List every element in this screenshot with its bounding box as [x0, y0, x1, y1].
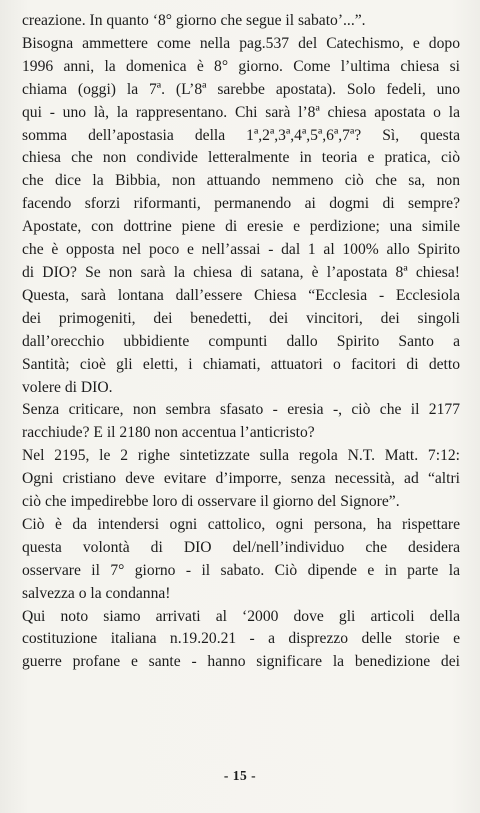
text-line: dei primogeniti, dei benedetti, dei vincitori, dei singoli	[22, 309, 460, 327]
text-line: Questa, sarà lontana dall’essere Chiesa “Ecclesia - Ecclesiola	[22, 286, 460, 304]
text-line: che dice la Bibbia, non attuando nemmeno ciò che sa, non	[22, 172, 460, 190]
text-line: Nel 2195, le 2 righe sintetizzate sulla regola N.T. Matt. 7:12:	[22, 447, 460, 465]
page-number: - 15 -	[223, 768, 257, 783]
text-line: Ciò è da intendersi ogni cattolico, ogni persona, ha rispettare	[22, 515, 460, 533]
text-line: facendo sforzi riformanti, permanendo ai dogmi di sempre?	[22, 195, 460, 213]
text-line: salvezza o la condanna!	[22, 584, 171, 602]
text-line: volere di DIO.	[22, 378, 113, 396]
text-line: qui - uno là, la rappresentano. Chi sarà l’8ª chiesa apostata o la	[22, 103, 460, 121]
text-line: di DIO? Se non sarà la chiesa di satana, è l’apostata 8ª chiesa!	[22, 263, 460, 281]
text-line: osservare il 7° giorno - il sabato. Ciò dipende e in parte la	[22, 561, 460, 579]
text-line: chiesa che non condivide letteralmente in teoria e pratica, ciò	[22, 149, 460, 167]
text-line: dall’orecchio ubbidiente compunti dallo Spirito Santo a	[22, 332, 460, 350]
text-line: Senza criticare, non sembra sfasato - eresia -, ciò che il 2177	[22, 401, 460, 419]
text-line: Santità; cioè gli eletti, i chiamati, attuatori o facitori di detto	[22, 355, 460, 373]
text-line: Qui noto siamo arrivati al ‘2000 dove gli articoli della	[22, 607, 460, 625]
text-line: 1996 anni, la domenica è 8° giorno. Come l’ultima chiesa si	[22, 57, 460, 75]
text-line: chiama (oggi) la 7ª. (L’8ª sarebbe apostata). Solo fedeli, uno	[22, 80, 460, 98]
text-line: Bisogna ammettere come nella pag.537 del Catechismo, e dopo	[22, 34, 460, 52]
body-text	[22, 10, 460, 674]
text-line: somma dell’apostasia della 1ª,2ª,3ª,4ª,5ª,6ª,7ª? Sì, questa	[22, 126, 460, 144]
text-line: creazione. In quanto ‘8° giorno che segue il sabato’...”.	[22, 12, 366, 29]
text-line: Ogni cristiano deve evitare d’imporre, senza necessità, ad “altri	[22, 470, 460, 488]
text-line: ciò che impedirebbe loro di osservare il giorno del Signore”.	[22, 493, 400, 511]
text-line: questa volontà di DIO del/nell’individuo che desidera	[22, 538, 460, 556]
text-line: costituzione italiana n.19.20.21 - a disprezzo delle storie e	[22, 630, 460, 648]
text-line: Apostate, con dottrine piene di eresie e perdizione; una simile	[22, 218, 460, 236]
text-line: guerre profane e sante - hanno significare la benedizione dei	[22, 653, 460, 671]
text-line: racchiude? E il 2180 non accentua l’anticristo?	[22, 424, 315, 442]
text-line: che è opposta nel poco e nell’assai - dal 1 al 100% allo Spirito	[22, 241, 460, 259]
